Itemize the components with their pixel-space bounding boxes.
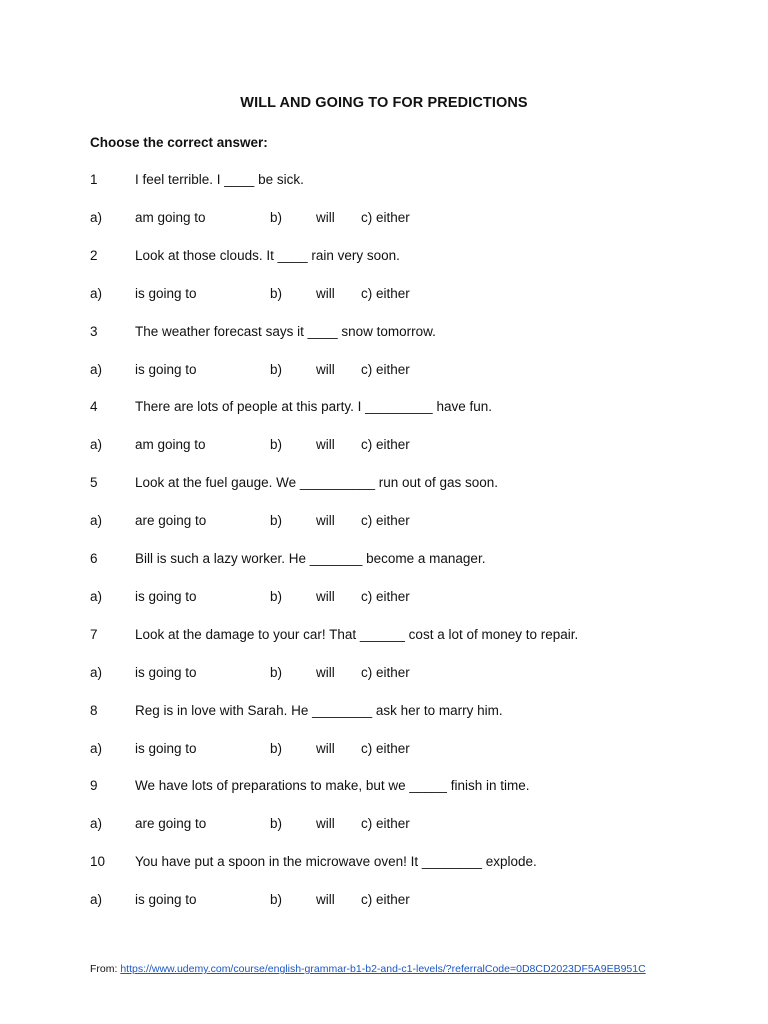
option-c: c) either bbox=[361, 437, 410, 452]
option-b-label: b) bbox=[270, 437, 283, 452]
footer-prefix: From: bbox=[90, 963, 121, 975]
option-a-text: is going to bbox=[135, 892, 197, 907]
option-c: c) either bbox=[361, 210, 410, 225]
question-text: There are lots of people at this party. I _________ have fun. bbox=[135, 399, 492, 414]
option-a-label: a) bbox=[90, 437, 103, 452]
source-link[interactable]: https://www.udemy.com/course/english-grammar-b1-b2-and-c1-levels/?referralCode=0D8CD2023DF5A9EB951C bbox=[120, 963, 646, 975]
option-a-label: a) bbox=[90, 665, 103, 680]
option-b-label: b) bbox=[270, 816, 283, 831]
question-number: 7 bbox=[90, 627, 98, 642]
question-text: We have lots of preparations to make, but we _____ finish in time. bbox=[135, 778, 530, 793]
question-number: 5 bbox=[90, 475, 98, 490]
option-c: c) either bbox=[361, 816, 410, 831]
option-c: c) either bbox=[361, 892, 410, 907]
option-b-label: b) bbox=[270, 665, 283, 680]
option-a-text: am going to bbox=[135, 210, 206, 225]
option-b-label: b) bbox=[270, 286, 283, 301]
question-text: Look at those clouds. It ____ rain very soon. bbox=[135, 248, 400, 263]
option-a-text: is going to bbox=[135, 665, 197, 680]
option-c: c) either bbox=[361, 665, 410, 680]
option-a-text: is going to bbox=[135, 286, 197, 301]
option-b-text: will bbox=[316, 741, 335, 756]
option-b-text: will bbox=[316, 589, 335, 604]
option-c: c) either bbox=[361, 286, 410, 301]
option-c: c) either bbox=[361, 513, 410, 528]
instructions: Choose the correct answer: bbox=[90, 135, 268, 150]
option-b-label: b) bbox=[270, 892, 283, 907]
option-c: c) either bbox=[361, 741, 410, 756]
question-number: 2 bbox=[90, 248, 98, 263]
option-c: c) either bbox=[361, 589, 410, 604]
option-a-text: is going to bbox=[135, 362, 197, 377]
option-b-text: will bbox=[316, 437, 335, 452]
question-number: 8 bbox=[90, 703, 98, 718]
question-text: Reg is in love with Sarah. He ________ ask her to marry him. bbox=[135, 703, 503, 718]
option-b-text: will bbox=[316, 286, 335, 301]
option-c: c) either bbox=[361, 362, 410, 377]
question-number: 10 bbox=[90, 854, 106, 869]
option-a-text: is going to bbox=[135, 741, 197, 756]
question-number: 1 bbox=[90, 172, 98, 187]
question-text: Look at the fuel gauge. We __________ run out of gas soon. bbox=[135, 475, 499, 490]
question-number: 4 bbox=[90, 399, 98, 414]
option-a-label: a) bbox=[90, 210, 103, 225]
option-a-text: is going to bbox=[135, 589, 197, 604]
option-a-label: a) bbox=[90, 892, 103, 907]
option-a-label: a) bbox=[90, 362, 103, 377]
option-a-text: are going to bbox=[135, 816, 207, 831]
question-number: 6 bbox=[90, 551, 98, 566]
option-b-label: b) bbox=[270, 589, 283, 604]
option-b-text: will bbox=[316, 513, 335, 528]
option-b-label: b) bbox=[270, 362, 283, 377]
option-b-text: will bbox=[316, 892, 335, 907]
option-b-text: will bbox=[316, 665, 335, 680]
question-number: 3 bbox=[90, 324, 98, 339]
option-b-label: b) bbox=[270, 513, 283, 528]
question-text: Bill is such a lazy worker. He _______ become a manager. bbox=[135, 551, 486, 566]
option-a-label: a) bbox=[90, 589, 103, 604]
question-text: You have put a spoon in the microwave oven! It ________ explode. bbox=[135, 854, 537, 869]
question-text: Look at the damage to your car! That ______ cost a lot of money to repair. bbox=[135, 627, 579, 642]
option-b-text: will bbox=[316, 362, 335, 377]
option-a-label: a) bbox=[90, 286, 103, 301]
source-footer bbox=[90, 963, 646, 975]
option-a-text: are going to bbox=[135, 513, 207, 528]
question-text: I feel terrible. I ____ be sick. bbox=[135, 172, 304, 187]
option-a-text: am going to bbox=[135, 437, 206, 452]
option-a-label: a) bbox=[90, 513, 103, 528]
page-title: WILL AND GOING TO FOR PREDICTIONS bbox=[240, 95, 528, 111]
option-b-text: will bbox=[316, 816, 335, 831]
question-text: The weather forecast says it ____ snow tomorrow. bbox=[135, 324, 436, 339]
option-b-text: will bbox=[316, 210, 335, 225]
option-a-label: a) bbox=[90, 816, 103, 831]
option-b-label: b) bbox=[270, 741, 283, 756]
question-number: 9 bbox=[90, 778, 98, 793]
option-a-label: a) bbox=[90, 741, 103, 756]
option-b-label: b) bbox=[270, 210, 283, 225]
